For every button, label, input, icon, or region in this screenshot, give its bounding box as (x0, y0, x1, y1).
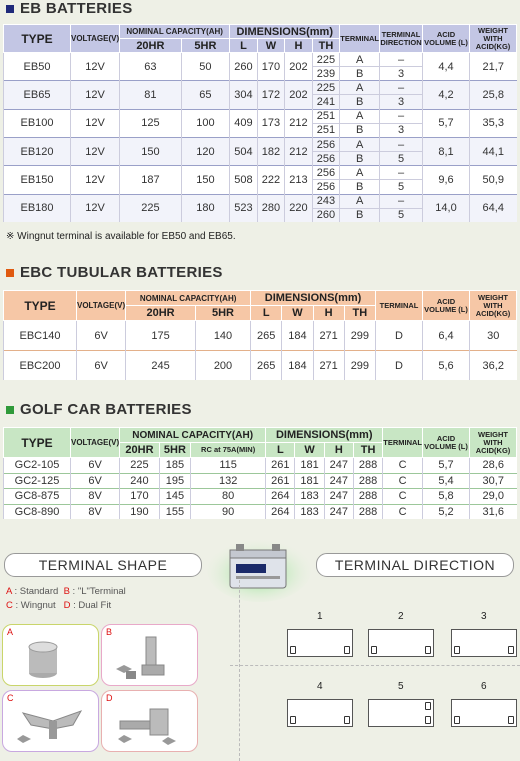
legend-key-d: D (63, 600, 71, 611)
col-capacity: NOMINAL CAPACITY(AH) (120, 428, 266, 443)
cell-type: GC8-890 (4, 504, 71, 519)
cell-voltage: 6V (71, 458, 120, 474)
direction-number-6: 6 (481, 681, 487, 692)
standard-terminal-icon (3, 625, 98, 685)
cell-w: 172 (257, 81, 285, 109)
col-capacity: NOMINAL CAPACITY(AH) (120, 25, 230, 39)
cell-terminal: B (340, 152, 380, 166)
col-acid: ACID VOLUME (L) (423, 428, 470, 458)
cell-acid: 5,7 (423, 109, 470, 137)
cell-acid: 14,0 (423, 194, 470, 222)
col-acid: ACID VOLUME (L) (423, 25, 470, 53)
direction-diagram-5 (368, 699, 434, 727)
cell-w: 181 (295, 473, 324, 489)
terminal-a-label: A (7, 627, 14, 637)
col-voltage: VOLTAGE(V) (71, 428, 120, 458)
col-dimensions: DIMENSIONS(mm) (266, 428, 383, 443)
legend-text-d: Dual Fit (78, 600, 112, 611)
direction-number-2: 2 (398, 611, 404, 622)
cell-h: 247 (324, 473, 353, 489)
eb-section-title (6, 0, 133, 17)
cell-acid: 5,8 (423, 489, 470, 505)
cell-th: 288 (353, 473, 382, 489)
col-h: H (324, 443, 353, 458)
cell-weight: 31,6 (470, 504, 517, 519)
wingnut-terminal-icon (3, 691, 98, 751)
cell-5hr: 155 (159, 504, 190, 519)
col-20hr: 20HR (120, 443, 160, 458)
cell-l: 504 (230, 137, 258, 165)
cell-5hr: 100 (181, 109, 230, 137)
square-bullet-icon (6, 5, 14, 13)
cell-terminal: B (340, 123, 380, 137)
col-voltage: VOLTAGE(V) (71, 25, 120, 53)
cell-20hr: 125 (120, 109, 181, 137)
cell-h: 247 (324, 504, 353, 519)
cell-type: EB100 (4, 109, 71, 137)
cell-acid: 6,4 (423, 321, 470, 351)
cell-terminal: A (340, 53, 380, 67)
cell-voltage: 12V (71, 109, 120, 137)
cell-w: 170 (257, 53, 285, 81)
col-20hr: 20HR (126, 306, 196, 321)
cell-type: GC8-875 (4, 489, 71, 505)
terminal-a-box (2, 624, 99, 686)
cell-terminal: A (340, 194, 380, 208)
cell-direction: – (380, 194, 423, 208)
legend-text-a: Standard (19, 586, 59, 597)
cell-direction: 5 (380, 208, 423, 222)
terminal-b-box (101, 624, 198, 686)
cell-acid: 9,6 (423, 166, 470, 194)
cell-20hr: 81 (120, 81, 181, 109)
cell-20hr: 175 (126, 321, 196, 351)
table-row (4, 351, 517, 380)
col-l: L (230, 39, 258, 53)
col-5hr: 5HR (195, 306, 250, 321)
col-rc: RC at 75A(MIN) (191, 443, 266, 458)
cell-rc: 115 (191, 458, 266, 474)
cell-20hr: 225 (120, 194, 181, 222)
cell-20hr: 245 (126, 351, 196, 380)
cell-5hr: 180 (181, 194, 230, 222)
terminal-shape-title: TERMINAL SHAPE (4, 553, 202, 577)
direction-diagram-6 (451, 699, 517, 727)
cell-5hr: 140 (195, 321, 250, 351)
cell-voltage: 12V (71, 137, 120, 165)
cell-h: 271 (313, 351, 344, 380)
cell-acid: 5,4 (423, 473, 470, 489)
cell-l: 508 (230, 166, 258, 194)
cell-type: EB150 (4, 166, 71, 194)
cell-acid: 5,2 (423, 504, 470, 519)
cell-terminal: B (340, 208, 380, 222)
col-capacity: NOMINAL CAPACITY(AH) (126, 291, 251, 306)
col-th: TH (353, 443, 382, 458)
cell-5hr: 120 (181, 137, 230, 165)
direction-number-5: 5 (398, 681, 404, 692)
cell-voltage: 12V (71, 166, 120, 194)
eb-table (3, 24, 517, 222)
cell-h: 212 (285, 109, 313, 137)
cell-terminal: C (383, 489, 423, 505)
cell-20hr: 150 (120, 137, 181, 165)
cell-l: 265 (251, 321, 282, 351)
cell-th: 260 (312, 208, 340, 222)
ebc-section-title (6, 264, 223, 281)
direction-diagram-1 (287, 629, 353, 657)
cell-voltage: 12V (71, 194, 120, 222)
cell-th: 243 (312, 194, 340, 208)
col-w: W (282, 306, 313, 321)
cell-th: 241 (312, 95, 340, 109)
cell-weight: 28,6 (470, 458, 517, 474)
ebc-table (3, 290, 517, 380)
cell-5hr: 195 (159, 473, 190, 489)
cell-20hr: 190 (120, 504, 160, 519)
cell-th: 256 (312, 152, 340, 166)
cell-5hr: 65 (181, 81, 230, 109)
col-terminal: TERMINAL (376, 291, 423, 321)
cell-terminal: B (340, 95, 380, 109)
col-w: W (257, 39, 285, 53)
table-row (4, 109, 517, 123)
cell-terminal: C (383, 504, 423, 519)
cell-th: 288 (353, 458, 382, 474)
l-terminal-icon (102, 625, 197, 685)
cell-20hr: 225 (120, 458, 160, 474)
dashed-guide-vertical (239, 580, 240, 761)
cell-direction: 3 (380, 67, 423, 81)
cell-type: EBC140 (4, 321, 77, 351)
cell-th: 225 (312, 81, 340, 95)
ebc-title-text: EBC TUBULAR BATTERIES (20, 264, 223, 281)
cell-5hr: 145 (159, 489, 190, 505)
cell-acid: 5,6 (423, 351, 470, 380)
cell-th: 251 (312, 109, 340, 123)
cell-type: EB180 (4, 194, 71, 222)
cell-l: 261 (266, 458, 295, 474)
cell-terminal: C (383, 473, 423, 489)
cell-weight: 30 (470, 321, 517, 351)
cell-type: GC2-105 (4, 458, 71, 474)
cell-rc: 90 (191, 504, 266, 519)
cell-th: 239 (312, 67, 340, 81)
direction-diagram-4 (287, 699, 353, 727)
direction-number-1: 1 (317, 611, 323, 622)
cell-l: 261 (266, 473, 295, 489)
cell-w: 181 (295, 458, 324, 474)
cell-weight: 35,3 (470, 109, 517, 137)
legend-key-b: B (63, 586, 70, 597)
cell-direction: 5 (380, 152, 423, 166)
cell-h: 213 (285, 166, 313, 194)
col-weight: WEIGHT WITH ACID(KG) (470, 428, 517, 458)
terminal-c-label: C (7, 693, 14, 703)
cell-th: 299 (344, 321, 375, 351)
cell-direction: 3 (380, 95, 423, 109)
cell-rc: 132 (191, 473, 266, 489)
col-5hr: 5HR (159, 443, 190, 458)
direction-number-3: 3 (481, 611, 487, 622)
table-row (4, 473, 517, 489)
cell-w: 183 (295, 489, 324, 505)
cell-voltage: 8V (71, 489, 120, 505)
cell-weight: 29,0 (470, 489, 517, 505)
cell-5hr: 185 (159, 458, 190, 474)
cell-terminal: A (340, 81, 380, 95)
cell-w: 182 (257, 137, 285, 165)
cell-5hr: 200 (195, 351, 250, 380)
cell-voltage: 6V (77, 321, 126, 351)
cell-w: 222 (257, 166, 285, 194)
cell-20hr: 240 (120, 473, 160, 489)
cell-acid: 4,4 (423, 53, 470, 81)
cell-h: 247 (324, 458, 353, 474)
table-row (4, 504, 517, 519)
terminal-c-box (2, 690, 99, 752)
col-h: H (285, 39, 313, 53)
cell-direction: 5 (380, 180, 423, 194)
golf-table (3, 427, 517, 519)
col-w: W (295, 443, 324, 458)
cell-th: 251 (312, 123, 340, 137)
cell-terminal: D (376, 321, 423, 351)
battery-image (206, 532, 312, 602)
eb-title-text: EB BATTERIES (20, 0, 133, 17)
cell-direction: – (380, 81, 423, 95)
cell-5hr: 150 (181, 166, 230, 194)
cell-th: 288 (353, 489, 382, 505)
col-th: TH (344, 306, 375, 321)
table-row (4, 53, 517, 67)
legend-key-c: C (6, 600, 13, 611)
col-voltage: VOLTAGE(V) (77, 291, 126, 321)
cell-l: 264 (266, 504, 295, 519)
col-h: H (313, 306, 344, 321)
golf-section-title (6, 401, 192, 418)
col-weight: WEIGHT WITH ACID(KG) (470, 25, 517, 53)
cell-acid: 8,1 (423, 137, 470, 165)
legend-key-a: A (6, 586, 12, 597)
cell-type: EB50 (4, 53, 71, 81)
cell-terminal: A (340, 166, 380, 180)
table-row (4, 489, 517, 505)
col-dimensions: DIMENSIONS(mm) (230, 25, 340, 39)
col-direction: TERMINAL DIRECTION (380, 25, 423, 53)
cell-h: 202 (285, 53, 313, 81)
cell-acid: 4,2 (423, 81, 470, 109)
cell-th: 288 (353, 504, 382, 519)
terminal-d-label: D (106, 693, 113, 703)
cell-terminal: B (340, 67, 380, 81)
cell-weight: 44,1 (470, 137, 517, 165)
cell-weight: 64,4 (470, 194, 517, 222)
col-5hr: 5HR (181, 39, 230, 53)
cell-l: 264 (266, 489, 295, 505)
cell-h: 220 (285, 194, 313, 222)
wingnut-note: ※ Wingnut terminal is available for EB50 and EB65. (6, 231, 236, 242)
cell-w: 280 (257, 194, 285, 222)
cell-w: 173 (257, 109, 285, 137)
dashed-guide-horizontal (230, 665, 520, 666)
cell-l: 409 (230, 109, 258, 137)
cell-th: 225 (312, 53, 340, 67)
cell-acid: 5,7 (423, 458, 470, 474)
direction-diagram-2 (368, 629, 434, 657)
cell-weight: 36,2 (470, 351, 517, 380)
table-row (4, 81, 517, 95)
col-th: TH (312, 39, 340, 53)
cell-direction: – (380, 137, 423, 151)
direction-number-4: 4 (317, 681, 323, 692)
table-row (4, 194, 517, 208)
square-bullet-icon (6, 406, 14, 414)
col-l: L (251, 306, 282, 321)
col-type: TYPE (4, 25, 71, 53)
table-row (4, 458, 517, 474)
cell-voltage: 12V (71, 81, 120, 109)
square-bullet-icon (6, 269, 14, 277)
cell-h: 247 (324, 489, 353, 505)
col-type: TYPE (4, 291, 77, 321)
cell-w: 183 (295, 504, 324, 519)
cell-terminal: A (340, 109, 380, 123)
cell-w: 184 (282, 351, 313, 380)
col-acid: ACID VOLUME (L) (423, 291, 470, 321)
table-row (4, 137, 517, 151)
cell-terminal: C (383, 458, 423, 474)
cell-l: 265 (251, 351, 282, 380)
cell-terminal: A (340, 137, 380, 151)
cell-th: 256 (312, 166, 340, 180)
cell-voltage: 12V (71, 53, 120, 81)
col-terminal: TERMINAL (340, 25, 380, 53)
cell-th: 256 (312, 180, 340, 194)
cell-voltage: 6V (71, 473, 120, 489)
golf-title-text: GOLF CAR BATTERIES (20, 401, 192, 418)
terminal-d-box (101, 690, 198, 752)
cell-h: 212 (285, 137, 313, 165)
legend-text-c: Wingnut (20, 600, 56, 611)
cell-20hr: 170 (120, 489, 160, 505)
cell-h: 271 (313, 321, 344, 351)
terminal-legend: A : Standard B : "L"Terminal C : Wingnut D : Dual Fit (6, 586, 126, 611)
cell-terminal: D (376, 351, 423, 380)
cell-voltage: 6V (77, 351, 126, 380)
col-l: L (266, 443, 295, 458)
dual-fit-terminal-icon (102, 691, 197, 751)
cell-type: EB65 (4, 81, 71, 109)
cell-weight: 25,8 (470, 81, 517, 109)
cell-type: EB120 (4, 137, 71, 165)
legend-text-b: "L"Terminal (77, 586, 126, 597)
cell-terminal: B (340, 180, 380, 194)
cell-direction: – (380, 166, 423, 180)
col-weight: WEIGHT WITH ACID(KG) (470, 291, 517, 321)
direction-diagram-3 (451, 629, 517, 657)
cell-rc: 80 (191, 489, 266, 505)
cell-th: 256 (312, 137, 340, 151)
cell-type: EBC200 (4, 351, 77, 380)
cell-h: 202 (285, 81, 313, 109)
cell-l: 523 (230, 194, 258, 222)
cell-direction: – (380, 109, 423, 123)
cell-direction: 3 (380, 123, 423, 137)
col-terminal: TERMINAL (383, 428, 423, 458)
cell-weight: 21,7 (470, 53, 517, 81)
cell-l: 260 (230, 53, 258, 81)
col-type: TYPE (4, 428, 71, 458)
cell-weight: 30,7 (470, 473, 517, 489)
terminal-b-label: B (106, 627, 113, 637)
cell-weight: 50,9 (470, 166, 517, 194)
table-row (4, 321, 517, 351)
cell-direction: – (380, 53, 423, 67)
cell-w: 184 (282, 321, 313, 351)
terminal-direction-title: TERMINAL DIRECTION (316, 553, 514, 577)
cell-5hr: 50 (181, 53, 230, 81)
cell-type: GC2-125 (4, 473, 71, 489)
cell-l: 304 (230, 81, 258, 109)
cell-voltage: 8V (71, 504, 120, 519)
cell-20hr: 187 (120, 166, 181, 194)
col-20hr: 20HR (120, 39, 181, 53)
cell-20hr: 63 (120, 53, 181, 81)
table-row (4, 166, 517, 180)
col-dimensions: DIMENSIONS(mm) (251, 291, 376, 306)
cell-th: 299 (344, 351, 375, 380)
